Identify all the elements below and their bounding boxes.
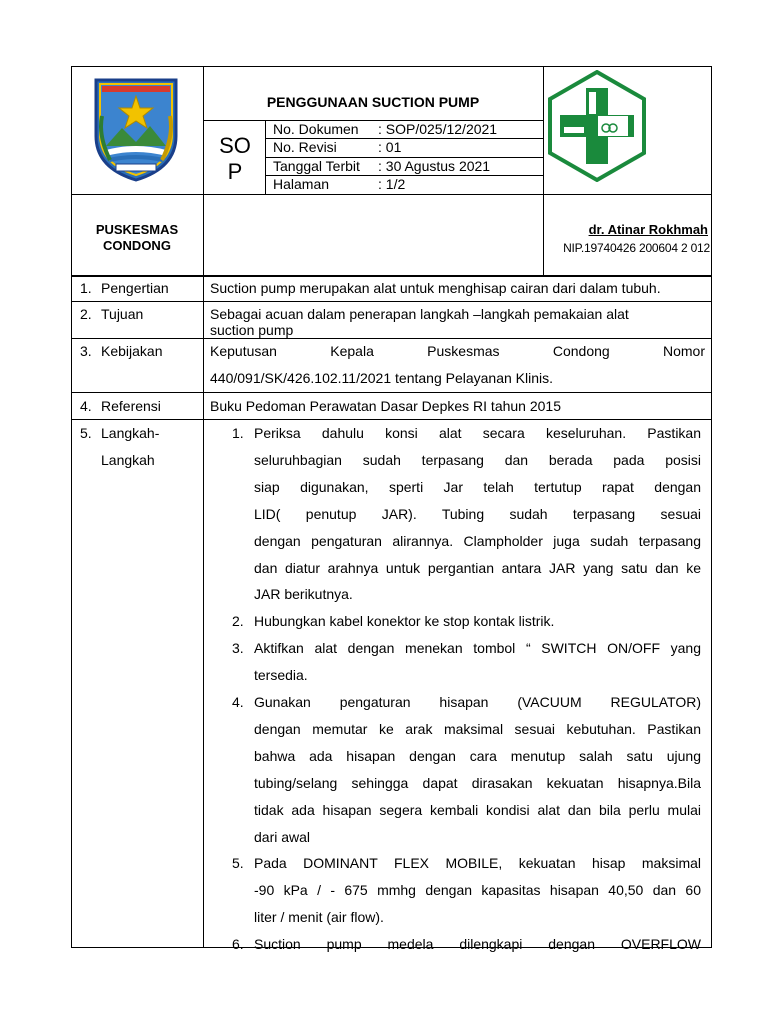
puskesmas-green-cross-icon — [546, 70, 648, 182]
step-4-line: bahwa ada hisapan dengan cara menutup salah satu ujung — [254, 747, 701, 764]
section-3-label: Kebijakan — [101, 343, 163, 359]
org-name-line2: CONDONG — [103, 238, 171, 253]
section-4-text: Buku Pedoman Perawatan Dasar Depkes RI tahun 2015 — [210, 398, 561, 414]
section-2-text-line2: suction pump — [210, 322, 294, 338]
issue-date-label: Tanggal Terbit — [273, 158, 360, 174]
step-4-line: dari awal — [254, 828, 311, 845]
page-label: Halaman — [273, 176, 330, 192]
policy-word: Condong — [552, 343, 610, 359]
policy-word: Puskesmas — [427, 343, 500, 359]
step-1-number: 1. — [232, 425, 244, 441]
policy-word: Kepala — [330, 343, 374, 359]
signer-name: dr. Atinar Rokhmah — [588, 222, 708, 237]
row-line-1 — [71, 301, 712, 302]
step-2-line: Hubungkan kabel konektor ke stop kontak listrik. — [254, 613, 555, 630]
section-2-text-line1: Sebagai acuan dalam penerapan langkah –langkah pemakaian alat — [210, 306, 629, 322]
sop-label-top: SO — [219, 133, 251, 158]
doc-number-value: : SOP/025/12/2021 — [378, 121, 498, 137]
step-3-line: Aktifkan alat dengan menekan tombol “ SWITCH ON/OFF yang — [254, 640, 701, 657]
row-line-2 — [71, 338, 712, 339]
org-name-line1: PUSKESMAS — [95, 222, 179, 237]
sop-label-bottom: P — [227, 159, 243, 184]
step-1-line: JAR berikutnya. — [254, 586, 353, 603]
step-4-line: tubing/selang sehingga dapat dirasakan kekuatan hisapnya.Bila — [254, 774, 701, 791]
step-4-line: Gunakan pengaturan hisapan (VACUUM REGULATOR) — [254, 694, 701, 710]
header-line-mid — [71, 194, 712, 195]
section-4-number: 4. — [80, 398, 92, 414]
regional-emblem-icon — [92, 76, 180, 184]
revision-label: No. Revisi — [273, 139, 337, 155]
revision-value: : 01 — [378, 139, 402, 155]
row-line-3 — [71, 392, 712, 393]
policy-word: Nomor — [662, 343, 705, 359]
table-border-right — [711, 66, 712, 948]
doc-number-label: No. Dokumen — [273, 121, 359, 137]
document-title: PENGGUNAAN SUCTION PUMP — [266, 94, 480, 110]
table-border-left — [71, 66, 72, 948]
section-1-text: Suction pump merupakan alat untuk menghisap cairan dari dalam tubuh. — [210, 280, 661, 296]
section-4-label: Referensi — [101, 398, 161, 414]
step-4-number: 4. — [232, 694, 244, 710]
step-1-line: dan diatur arahnya untuk pergantian antara JAR yang satu dan ke — [254, 559, 701, 576]
section-3-text-line2: 440/091/SK/426.102.11/2021 tentang Pelayanan Klinis. — [210, 370, 554, 386]
step-6-number: 6. — [232, 936, 244, 953]
section-5-label-line2: Langkah — [101, 452, 155, 468]
step-1-line: LID( penutup JAR). Tubing sudah terpasang sesuai — [254, 505, 701, 522]
step-3-line: tersedia. — [254, 667, 308, 684]
section-5-label-line1: Langkah- — [101, 425, 160, 441]
step-5-line: liter / menit (air flow). — [254, 909, 384, 926]
step-1-line: dengan pengaturan alirannya. Clampholder juga sudah terpasang — [254, 532, 701, 549]
step-5-number: 5. — [232, 855, 244, 872]
steps-list — [204, 419, 711, 953]
step-5-line: Pada DOMINANT FLEX MOBILE, kekuatan hisap maksimal — [254, 855, 701, 872]
section-2-number: 2. — [80, 306, 92, 322]
header-line-bottom — [71, 275, 712, 277]
step-4-line: tidak ada hisapan segera kembali kondisi alat dan bila perlu mulai — [254, 801, 701, 818]
issue-date-value: : 30 Agustus 2021 — [378, 158, 491, 174]
step-6-line: Suction pump medela dilengkapi dengan OVERFLOW — [254, 936, 701, 953]
section-5-number: 5. — [80, 425, 92, 441]
step-4-line: dengan memutar ke arak maksimal sesuai kebutuhan. Pastikan — [254, 720, 701, 737]
section-1-label: Pengertian — [101, 280, 169, 296]
section-1-number: 1. — [80, 280, 92, 296]
table-border-top — [71, 66, 712, 67]
page-value: : 1/2 — [378, 176, 406, 192]
step-5-line: -90 kPa / - 675 mmhg dengan kapasitas hisapan 40,50 dan 60 — [254, 882, 701, 899]
step-2-number: 2. — [232, 613, 244, 630]
signer-nip: NIP.19740426 200604 2 012 — [563, 241, 710, 255]
step-1-line: siap digunakan, sperti Jar telah tertutup rapat dengan — [254, 478, 701, 495]
section-3-text-line1 — [210, 343, 705, 359]
section-3-number: 3. — [80, 343, 92, 359]
section-2-label: Tujuan — [101, 306, 144, 322]
step-1-line: Periksa dahulu konsi alat secara keseluruhan. Pastikan — [254, 425, 701, 441]
step-1-line: seluruhbagian sudah terpasang dan berada pada posisi — [254, 451, 701, 468]
policy-word: Keputusan — [210, 343, 277, 359]
step-3-number: 3. — [232, 640, 244, 657]
